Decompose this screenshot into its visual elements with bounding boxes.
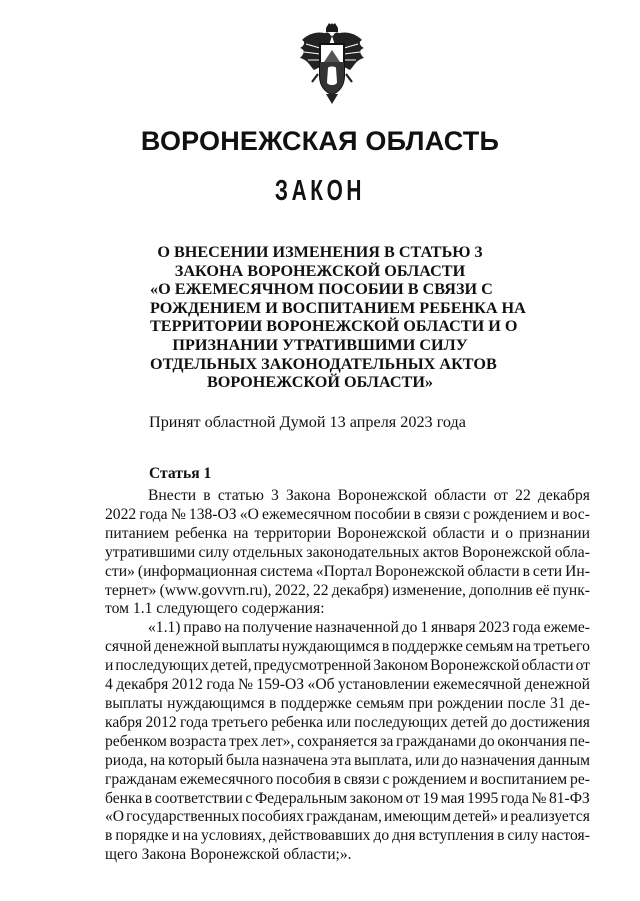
article-text-line: бенка в соответствии с Федеральным законом от 19 мая 1995 года № 81-ФЗ [105, 789, 590, 807]
article-text-line: том 1.1 следующего содержания: [105, 600, 325, 618]
article-heading: Статья 1 [149, 465, 212, 482]
article-text-line: 2022 года № 138-ОЗ «О ежемесячном пособии в связи с рождением и вос- [105, 505, 590, 523]
article-text-line: риода, на который была назначена эта выплата, или до назначения данным [105, 751, 590, 769]
document-type: ЗАКОН [274, 175, 366, 207]
article-text-line: сячной денежной выплаты нуждающимся в поддержке семьям на третьего [105, 638, 590, 656]
law-title-line: РОЖДЕНИЕМ И ВОСПИТАНИЕМ РЕБЕНКА НА [150, 298, 526, 317]
article-text-line: сти» (информационная система «Портал Воронежской области в сети Ин- [105, 562, 590, 580]
article-text-line: в порядке и на условиях, действовавших до дня вступления в силу настоя- [105, 827, 590, 845]
article-text-line: утратившими силу отдельных законодательных актов Воронежской обла- [105, 543, 590, 561]
article-text-line: щего Закона Воронежской области;». [105, 846, 352, 864]
article-text-line: и последующих детей, предусмотренной Законом Воронежской области от [105, 657, 590, 675]
article-text-line: «О государственных пособиях гражданам, имеющим детей» и реализуется [105, 808, 590, 826]
article-text-line: питанием ребенка на территории Воронежской области и о признании [105, 524, 590, 542]
article-text-line: «1.1) право на получение назначенной до 1 января 2023 года ежеме- [148, 619, 590, 637]
law-title-line: ОТДЕЛЬНЫХ ЗАКОНОДАТЕЛЬНЫХ АКТОВ [150, 354, 497, 373]
adoption-date: Принят областной Думой 13 апреля 2023 года [149, 413, 466, 431]
article-text-line: 4 декабря 2012 года № 159-ОЗ «Об установлении ежемесячной денежной [105, 676, 590, 694]
article-text-line: тернет» (www.govvrn.ru), 2022, 22 декабря) изменение, дополнив её пунк- [105, 581, 590, 599]
law-title [150, 243, 526, 392]
article-text-line: гражданам ежемесячного пособия в связи с рождением и воспитанием ре- [105, 770, 590, 788]
region-name: ВОРОНЕЖСКАЯ ОБЛАСТЬ [140, 126, 500, 156]
law-title-line: ПРИЗНАНИИ УТРАТИВШИМИ СИЛУ [172, 335, 468, 354]
law-title-line: ЗАКОНА ВОРОНЕЖСКОЙ ОБЛАСТИ [174, 261, 466, 280]
law-title-line: О ВНЕСЕНИИ ИЗМЕНЕНИЯ В СТАТЬЮ 3 [157, 243, 483, 261]
article-body [105, 487, 590, 865]
voronezh-coat-of-arms-icon [296, 22, 368, 106]
law-title-line: «О ЕЖЕМЕСЯЧНОМ ПОСОБИИ В СВЯЗИ С [150, 280, 493, 299]
law-title-line: ТЕРРИТОРИИ ВОРОНЕЖСКОЙ ОБЛАСТИ И О [150, 317, 518, 336]
article-text-line: кабря 2012 года третьего ребенка или последующих детей до достижения [105, 713, 590, 731]
article-text-line: выплаты нуждающимся в поддержке семьям при рождении после 31 де- [105, 694, 590, 712]
article-text-line: Внести в статью 3 Закона Воронежской области от 22 декабря [148, 487, 590, 504]
law-title-line: ВОРОНЕЖСКОЙ ОБЛАСТИ» [206, 373, 434, 392]
article-text-line: ребенком возраста трех лет», сохраняется за гражданами до окончания пе- [105, 732, 590, 750]
